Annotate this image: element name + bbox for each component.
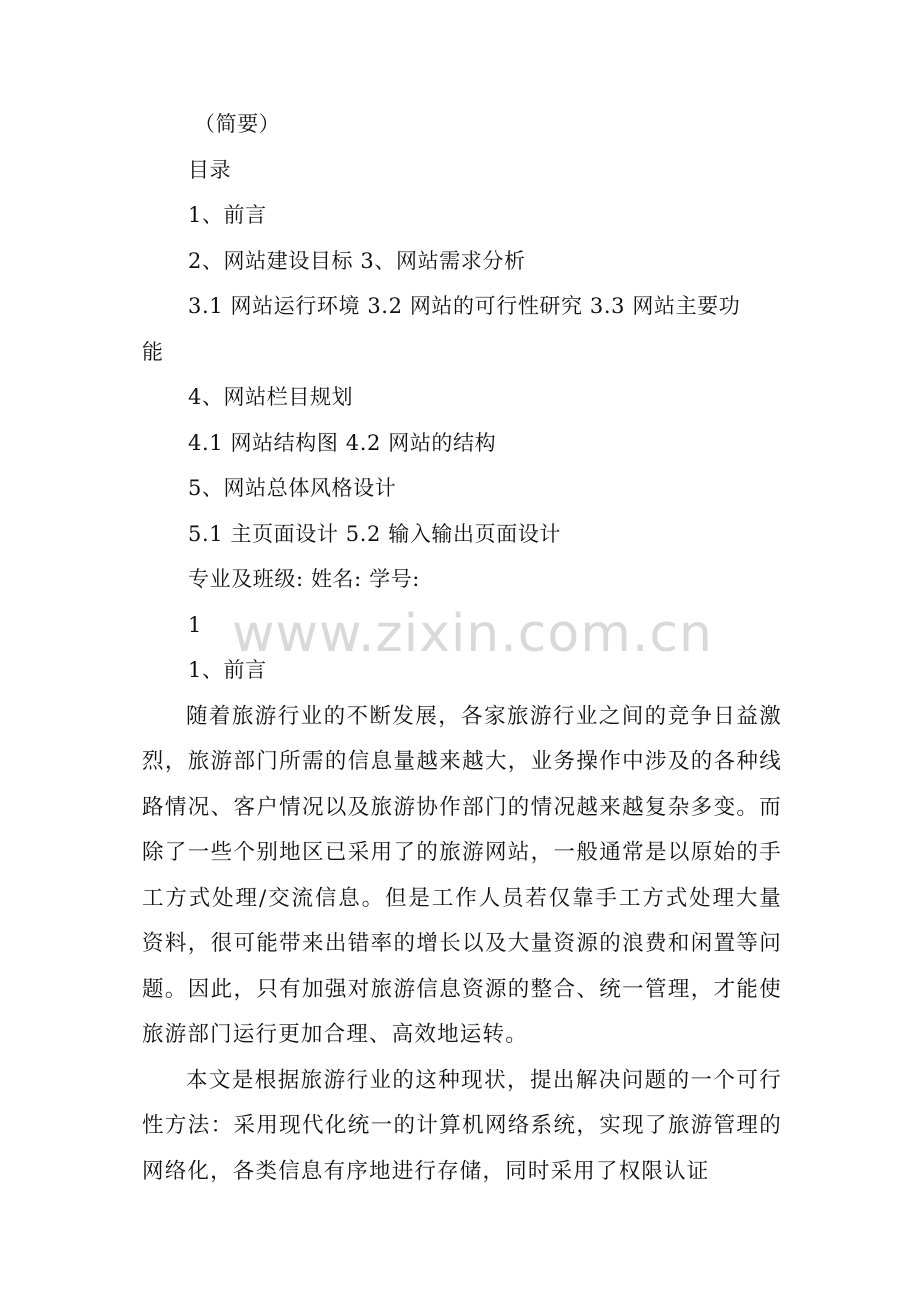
page-number: 1 — [188, 612, 202, 637]
toc-item-subsections-5: 5.1 主页面设计 5.2 输入输出页面设计 — [188, 521, 562, 546]
toc-title: 目录 — [188, 157, 232, 182]
document-page — [142, 102, 782, 1194]
section-heading: 1、前言 — [188, 658, 267, 682]
toc-item-style-design: 5、网站总体风格设计 — [188, 476, 397, 500]
body-paragraph: 本文是根据旅游行业的这种现状，提出解决问题的一个可行性方法：采用现代化统一的计算机网络系统，实现了旅游管理的网络化，各类信息有序地进行存储，同时采用了权限认证 — [142, 1067, 782, 1184]
toc-item-column-planning: 4、网站栏目规划 — [188, 385, 354, 409]
student-info: 专业及班级: 姓名: 学号: — [188, 567, 420, 591]
watermark: www.zixin.com.cn — [232, 604, 713, 664]
toc-item-preface: 1、前言 — [188, 203, 267, 227]
body-paragraph: 随着旅游行业的不断发展，各家旅游行业之间的竞争日益激烈，旅游部门所需的信息量越来越大，业务操作中涉及的各种线路情况、客户情况以及旅游协作部门的情况越来越复杂多变。而除了一些个别地区已采用了的旅游网站，一般通常是以原始的手工方式处理/交流信息。但是工作人员若仅靠手工方式处理大量资料，很可能带来出错率的增长以及大量资源的浪费和闲置等问题。因此，只有加强对旅游信息资源的整合、统一管理，才能使旅游部门运行更加合理、高效地运转。 — [142, 703, 782, 1047]
toc-item-subsections-3-cont: 能 — [142, 339, 164, 364]
toc-item-subsections-3: 3.1 网站运行环境 3.2 网站的可行性研究 3.3 网站主要功 — [188, 294, 741, 318]
toc-item-subsections-4: 4.1 网站结构图 4.2 网站的结构 — [188, 430, 497, 455]
toc-item-goals-requirements: 2、网站建设目标 3、网站需求分析 — [188, 248, 526, 273]
summary-label: （简要） — [194, 112, 281, 136]
